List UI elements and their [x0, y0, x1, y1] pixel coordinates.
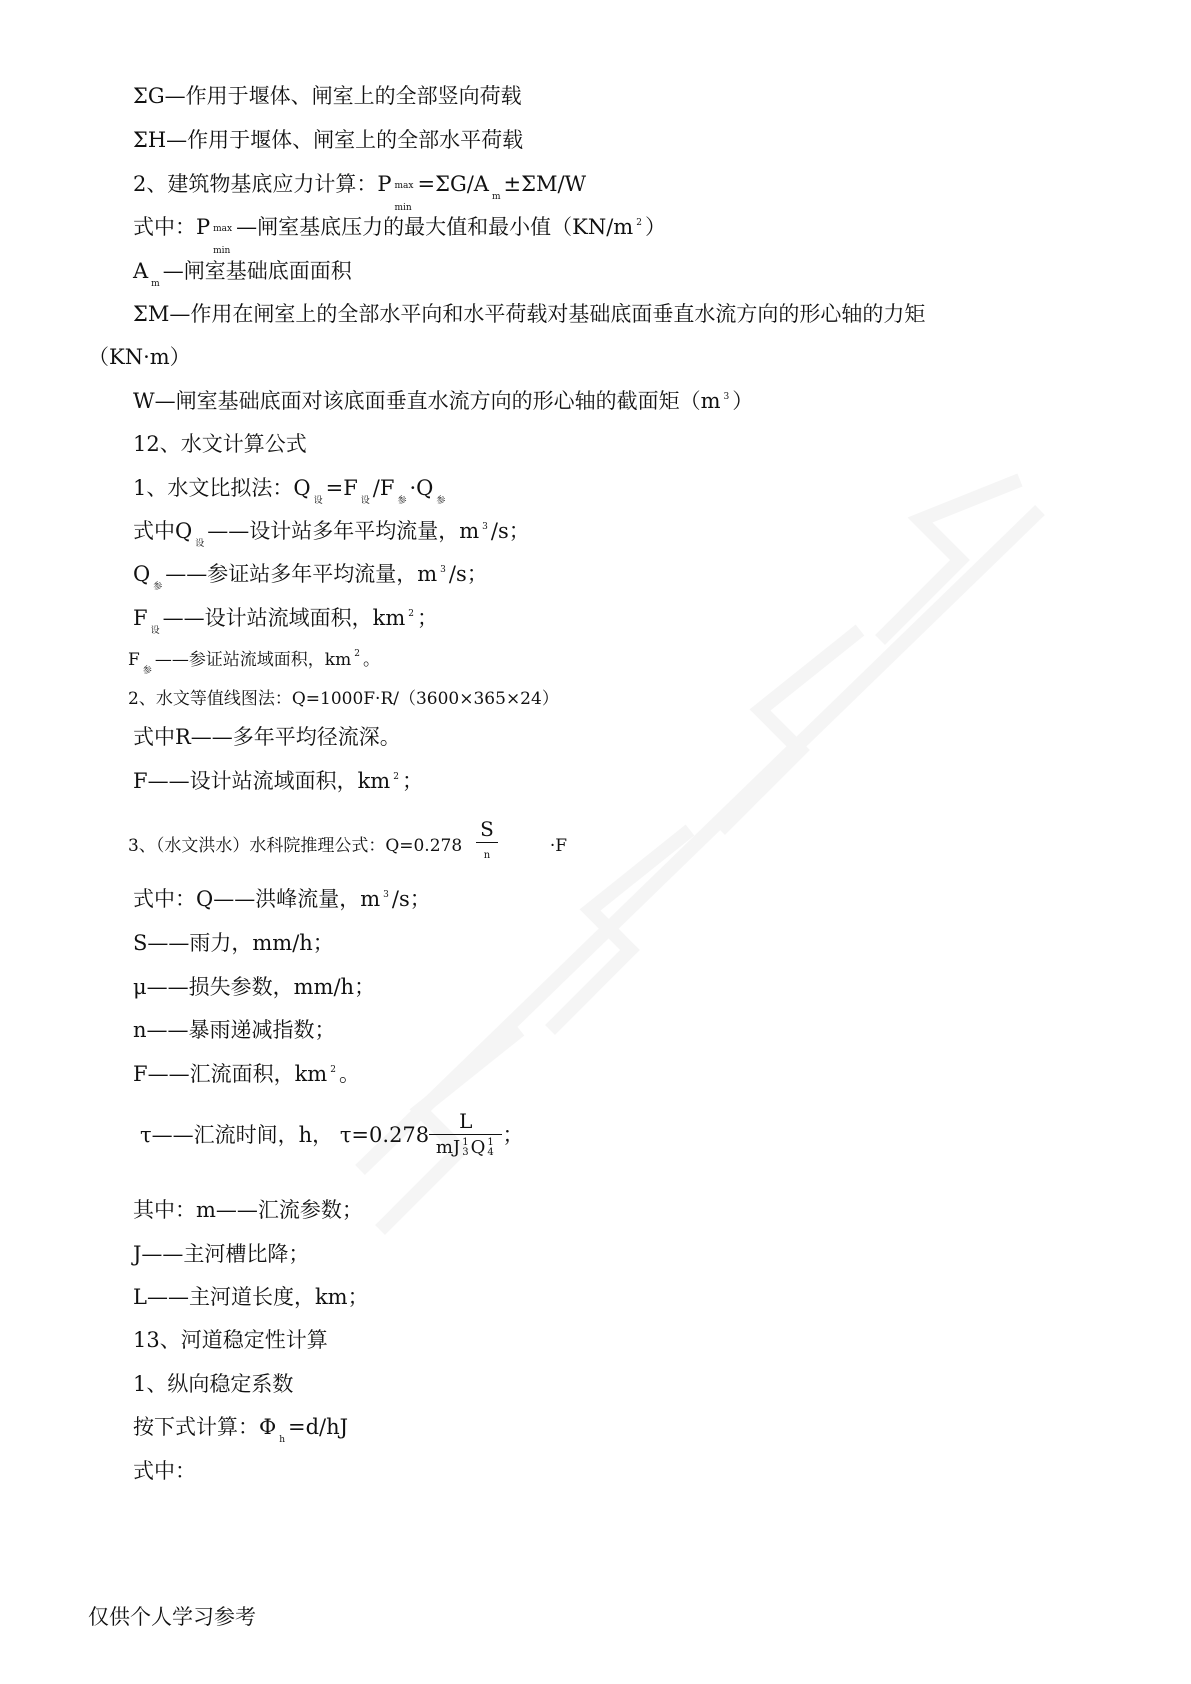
formula-line: τ——汇流时间，h， τ=0.278 L mJ 1 3 Q 1 4 ；	[140, 1109, 524, 1158]
watermark	[300, 470, 1060, 1290]
text-line: ΣM—作用在闸室上的全部水平向和水平荷载对基础底面垂直水流方向的形心轴的力矩	[133, 302, 926, 326]
text-line: ΣH—作用于堰体、闸室上的全部水平荷载	[133, 128, 524, 152]
formula-line: 1、水文比拟法：$Q_设=F_设/F_参\cdot Q_参$	[133, 476, 446, 506]
text-line: $Q_参——$参证站多年平均流量，m $^3$ /s；	[133, 562, 488, 592]
text-line: 1、纵向稳定系数	[133, 1372, 294, 1396]
section-heading: 13、河道稳定性计算	[133, 1328, 328, 1352]
text-line: F——设计站流域面积，km $^2$ ；	[133, 769, 423, 793]
text-line: 式中：	[133, 1459, 196, 1483]
text-line: （KN·m）	[88, 345, 191, 369]
text-line: 式中$Q_设——$设计站多年平均流量，m $^3$ /s；	[133, 519, 530, 549]
formula-line: 2、水文等值线图法：Q=1000F·R/（3600×365×24）	[128, 689, 559, 709]
text-line: 其中：m——汇流参数；	[133, 1198, 363, 1222]
text-line: W—闸室基础底面对该底面垂直水流方向的形心轴的截面矩（m $^3$ ）	[133, 389, 754, 413]
text-line: J——主河槽比降；	[133, 1242, 310, 1266]
text-line: $F_设——$设计站流域面积，km $^2$ ；	[133, 606, 438, 636]
formula-line: 按下式计算：$\Phi_h=d/hJ$	[133, 1415, 349, 1445]
text-line: $F_参——$参证站流域面积，km $^2$ 。	[128, 649, 380, 676]
text-line: μ——损失参数，mm/h；	[133, 975, 376, 999]
section-heading: 12、水文计算公式	[133, 432, 307, 456]
text-line: 式中：P max min —闸室基底压力的最大值和最小值（KN/m $^2$ ）	[133, 215, 666, 256]
text-line: F——汇流面积，km $^2$ 。	[133, 1062, 360, 1086]
text-line: n——暴雨递减指数；	[133, 1018, 336, 1042]
text-line: 式中R——多年平均径流深。	[133, 725, 401, 749]
text-line: ΣG—作用于堰体、闸室上的全部竖向荷载	[133, 84, 522, 108]
text-line: 式中：Q——洪峰流量，m $^3$ /s；	[133, 887, 431, 911]
text-line: $A_m—$闸室基础底面面积	[133, 259, 352, 289]
text-line: S——雨力，mm/h；	[133, 931, 334, 955]
text-line: L——主河道长度，km；	[133, 1285, 369, 1309]
footer-note: 仅供个人学习参考	[88, 1605, 256, 1629]
formula-line: 3、（水文洪水）水科院推理公式：Q=0.278 $\frac{S}{n}$ ·F	[128, 817, 568, 861]
formula-line: 2、建筑物基底应力计算：P max min $=\Sigma G/A_m\pm\Sigma M/W$	[133, 172, 587, 213]
